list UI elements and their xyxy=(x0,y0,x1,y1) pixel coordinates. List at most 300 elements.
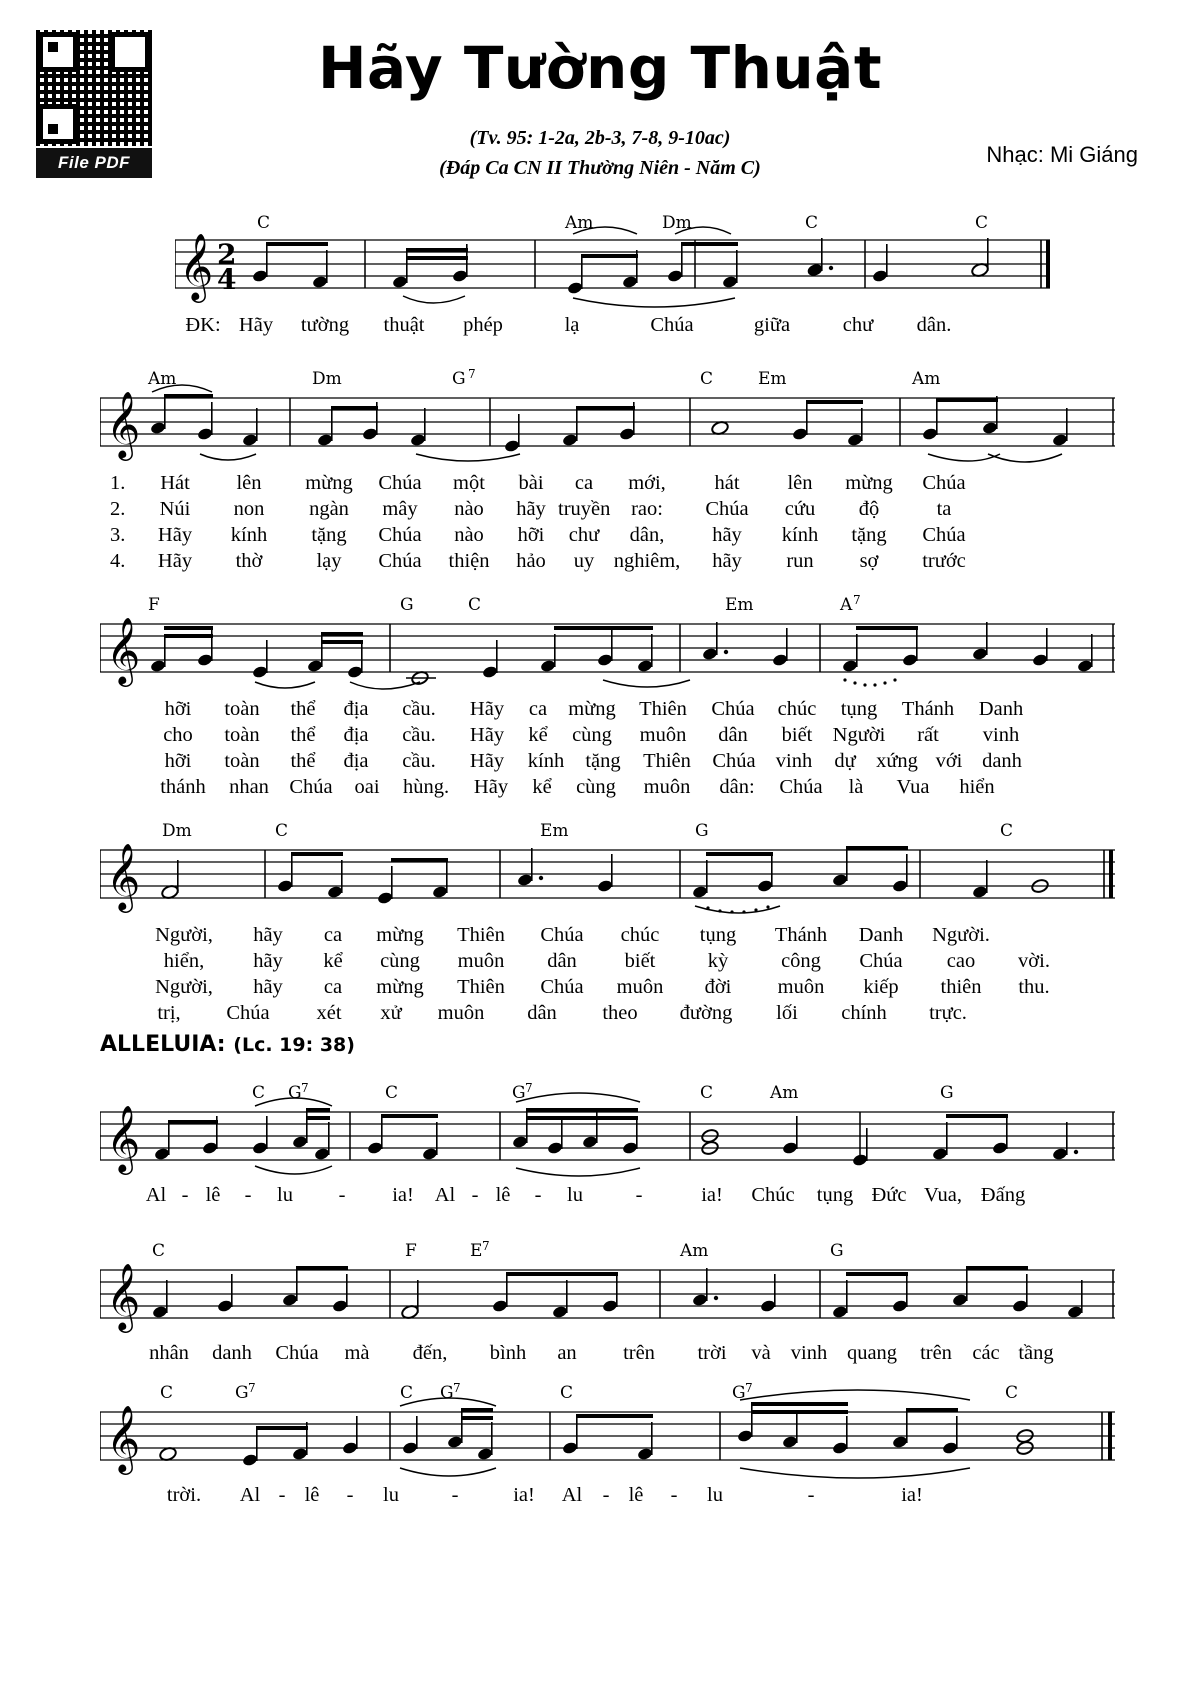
lyric-word: toàn xyxy=(224,698,260,720)
svg-text:𝄞: 𝄞 xyxy=(106,390,141,458)
lyric-word: Hãy xyxy=(238,314,274,336)
lyric-word: Chúa xyxy=(712,750,756,772)
alleluia-reference: (Lc. 19: 38) xyxy=(233,1034,355,1056)
lyric-word: biết xyxy=(781,724,813,746)
alleluia-section-heading xyxy=(100,1032,355,1057)
lyric-word: tầng xyxy=(1018,1342,1054,1364)
svg-text:Am: Am xyxy=(680,1241,709,1261)
svg-text:7: 7 xyxy=(745,1381,753,1395)
lyric-word: ta xyxy=(936,498,952,520)
lyric-hyphen: - xyxy=(278,1484,286,1506)
lyric-word: lu xyxy=(277,1184,293,1206)
lyric-word: muôn xyxy=(437,1002,485,1024)
staff-system-alleluia-2 xyxy=(100,1238,1120,1364)
lyric-word: thể xyxy=(290,724,316,746)
lyric-word: Chúa xyxy=(540,976,584,998)
lyric-word: hãy xyxy=(712,550,742,572)
svg-text:Am: Am xyxy=(565,213,594,233)
lyric-word: phép xyxy=(463,314,503,336)
lyric-word: Chúa xyxy=(378,524,422,546)
lyric-word: thuật xyxy=(383,314,425,336)
lyric-word: quang xyxy=(846,1342,898,1364)
lyric-word: kể xyxy=(528,724,548,746)
lyric-word: đời xyxy=(704,976,732,998)
svg-text:C: C xyxy=(400,1383,414,1403)
lyric-hyphen: - xyxy=(338,1184,346,1206)
lyric-word: hãy xyxy=(253,976,283,998)
lyric-word: hãy xyxy=(712,524,742,546)
lyric-word: hảo xyxy=(516,550,546,572)
lyric-word: mây xyxy=(382,498,418,520)
lyrics-verse-2 xyxy=(148,698,1036,802)
lyric-word: ia! xyxy=(392,1184,414,1206)
lyric-word: cùng xyxy=(572,724,612,746)
staff-alleluia-1 xyxy=(100,1080,1120,1185)
lyric-word: Chúa xyxy=(859,950,903,972)
svg-text:C: C xyxy=(275,821,289,841)
lyric-word: lạy xyxy=(316,550,342,572)
lyric-hyphen: - xyxy=(635,1184,643,1206)
lyric-word: và xyxy=(751,1342,771,1364)
svg-text:𝄞: 𝄞 xyxy=(106,1262,141,1330)
svg-text:Am: Am xyxy=(912,369,941,389)
lyric-word: thiên xyxy=(940,976,982,998)
svg-text:G: G xyxy=(732,1383,746,1403)
lyric-word: chư xyxy=(568,524,600,546)
lyric-word: Chúa xyxy=(378,472,422,494)
lyric-word: muôn xyxy=(777,976,825,998)
lyric-word: hỡi xyxy=(164,750,192,772)
lyric-word: mừng xyxy=(568,698,616,720)
lyric-word: chư xyxy=(842,314,874,336)
lyric-word: Hát xyxy=(160,472,190,494)
lyric-word: dân xyxy=(718,724,748,746)
lyric-word: bình xyxy=(489,1342,527,1364)
lyric-word: Người xyxy=(832,724,886,746)
verse-number: 3. xyxy=(110,524,126,546)
lyric-word: nào xyxy=(454,498,484,520)
pdf-badge-label[interactable]: File PDF xyxy=(36,148,152,178)
lyric-word: lu xyxy=(707,1484,723,1506)
lyric-word: vinh xyxy=(775,750,813,772)
lyric-word: kể xyxy=(323,950,343,972)
lyric-word: hỡi xyxy=(517,524,545,546)
lyric-word: các xyxy=(972,1342,1000,1364)
lyric-word: hiển, xyxy=(163,950,205,972)
lyric-word: hát xyxy=(714,472,740,494)
lyric-word: Thiên xyxy=(643,750,691,772)
lyric-word: mới, xyxy=(628,472,666,494)
lyric-word: cầu. xyxy=(402,724,436,746)
lyric-word: danh xyxy=(212,1342,252,1364)
lyric-word: Hãy xyxy=(469,724,505,746)
lyric-word: xứng xyxy=(876,750,918,772)
svg-text:C: C xyxy=(805,213,819,233)
lyric-word: hãy xyxy=(253,924,283,946)
lyric-word: hùng. xyxy=(402,776,450,798)
lyric-word: kính xyxy=(527,750,565,772)
lyric-word: muôn xyxy=(457,950,505,972)
svg-text:C: C xyxy=(385,1083,399,1103)
lyric-word: dự xyxy=(834,750,856,772)
svg-text:F: F xyxy=(148,595,160,615)
lyric-word: nhân xyxy=(149,1342,189,1364)
lyric-word: dân, xyxy=(629,524,665,546)
lyric-word: Người, xyxy=(155,924,213,946)
lyric-word: ca xyxy=(574,472,594,494)
lyric-word: trị, xyxy=(157,1002,181,1024)
lyric-word: với xyxy=(935,750,963,772)
lyric-word: tụng xyxy=(699,924,737,946)
lyric-word: sợ xyxy=(859,550,879,572)
lyric-word: trên xyxy=(920,1342,952,1364)
lyric-word: an xyxy=(557,1342,577,1364)
lyric-word: Hãy xyxy=(157,524,193,546)
svg-text:F: F xyxy=(405,1241,417,1261)
lyrics-alleluia-2 xyxy=(138,1342,1064,1368)
lyric-word: Danh xyxy=(858,924,904,946)
lyric-word: ĐK: xyxy=(185,314,221,336)
lyric-word: Chúa xyxy=(289,776,333,798)
lyric-word: Thánh xyxy=(901,698,955,720)
svg-text:A: A xyxy=(840,595,853,615)
svg-text:7: 7 xyxy=(248,1381,256,1395)
lyric-word: mừng xyxy=(376,924,424,946)
lyric-word: Người, xyxy=(155,976,213,998)
lyric-word: truyền xyxy=(558,498,611,520)
lyric-word: Thiên xyxy=(457,924,505,946)
lyrics-alleluia-3 xyxy=(138,1484,938,1510)
lyric-word: toàn xyxy=(224,724,260,746)
lyric-word: lê xyxy=(628,1484,644,1506)
lyric-word: độ xyxy=(858,498,880,520)
lyric-word: trước xyxy=(922,550,966,572)
lyric-word: Chúa xyxy=(705,498,749,520)
lyric-word: mừng xyxy=(305,472,353,494)
lyric-word: ngàn xyxy=(309,498,349,520)
svg-text:C: C xyxy=(468,595,482,615)
lyric-word: Người. xyxy=(932,924,990,946)
lyric-word: cùng xyxy=(380,950,420,972)
lyric-word: Hãy xyxy=(157,550,193,572)
lyric-word: bài xyxy=(518,472,544,494)
lyric-word: lê xyxy=(205,1184,221,1206)
lyric-word: ia! xyxy=(513,1484,535,1506)
lyric-word: muôn xyxy=(639,724,687,746)
lyric-word: Chúa xyxy=(650,314,694,336)
staff-alleluia-3 xyxy=(100,1380,1120,1485)
lyric-word: vinh xyxy=(982,724,1020,746)
lyrics-verse-3 xyxy=(138,924,1064,1028)
lyric-word: hãy xyxy=(253,950,283,972)
lyric-word: thờ xyxy=(235,550,263,572)
lyric-hyphen: - xyxy=(670,1484,678,1506)
lyric-word: xử xyxy=(380,1002,402,1024)
lyric-word: Chúc xyxy=(751,1184,795,1206)
svg-text:7: 7 xyxy=(453,1381,461,1395)
svg-text:C: C xyxy=(560,1383,574,1403)
staff-system-refrain xyxy=(175,210,1055,336)
lyric-word: nghiêm, xyxy=(613,550,681,572)
lyric-word: Danh xyxy=(978,698,1024,720)
svg-text:C: C xyxy=(975,213,989,233)
liturgy-reference: (Đáp Ca CN II Thường Niên - Năm C) xyxy=(439,157,761,179)
lyric-word: kính xyxy=(781,524,819,546)
staff-system-alleluia-3 xyxy=(100,1380,1120,1506)
page-title: Hãy Tường Thuật xyxy=(317,34,883,102)
svg-text:𝄞: 𝄞 xyxy=(179,232,214,300)
svg-text:𝄞: 𝄞 xyxy=(106,1404,141,1472)
lyric-word: chúc xyxy=(620,924,660,946)
svg-text:𝄞: 𝄞 xyxy=(106,842,141,910)
lyric-word: lu xyxy=(383,1484,399,1506)
svg-text:C: C xyxy=(152,1241,166,1261)
lyric-word: mừng xyxy=(376,976,424,998)
lyric-word: tặng xyxy=(585,750,621,772)
svg-text:2: 2 xyxy=(217,238,237,271)
lyric-word: Hãy xyxy=(469,698,505,720)
svg-text:C: C xyxy=(1005,1383,1019,1403)
lyric-word: trời xyxy=(697,1342,727,1364)
svg-text:C: C xyxy=(257,213,271,233)
lyric-word: vời. xyxy=(1018,950,1050,972)
lyric-word: đường xyxy=(679,1002,733,1024)
lyric-word: ca xyxy=(323,976,343,998)
svg-text:C: C xyxy=(700,1083,714,1103)
lyric-word: lên xyxy=(787,472,813,494)
lyric-word: ca xyxy=(528,698,548,720)
lyric-word: ia! xyxy=(901,1484,923,1506)
lyric-word: Chúa xyxy=(540,924,584,946)
svg-text:7: 7 xyxy=(853,593,861,607)
lyric-word: lối xyxy=(776,1002,798,1024)
svg-text:7: 7 xyxy=(482,1239,490,1253)
lyric-word: Vua xyxy=(896,776,930,798)
svg-text:C: C xyxy=(252,1083,266,1103)
svg-text:C: C xyxy=(160,1383,174,1403)
lyric-word: tặng xyxy=(851,524,887,546)
svg-text:Am: Am xyxy=(770,1083,799,1103)
lyric-word: Thiên xyxy=(457,976,505,998)
lyric-hyphen: - xyxy=(471,1184,479,1206)
lyric-word: thánh xyxy=(160,776,206,798)
lyric-word: Vua, xyxy=(923,1184,963,1206)
svg-text:𝄞: 𝄞 xyxy=(106,616,141,684)
verse-number: 4. xyxy=(110,550,126,572)
lyric-word: kiếp xyxy=(863,976,899,998)
lyric-word: lê xyxy=(495,1184,511,1206)
lyric-word: Al xyxy=(239,1484,261,1506)
lyric-word: địa xyxy=(343,750,369,772)
lyric-word: mà xyxy=(344,1342,370,1364)
composer-credit: Nhạc: Mi Giáng xyxy=(986,142,1138,167)
svg-text:7: 7 xyxy=(301,1081,309,1095)
verse-number: 1. xyxy=(110,472,126,494)
lyric-hyphen: - xyxy=(602,1484,610,1506)
lyric-word: thể xyxy=(290,698,316,720)
lyric-word: là xyxy=(848,776,864,798)
lyric-word: một xyxy=(453,472,485,494)
lyric-word: lê xyxy=(304,1484,320,1506)
svg-text:G: G xyxy=(830,1241,844,1261)
lyric-word: Chúa xyxy=(922,472,966,494)
svg-text:G: G xyxy=(440,1383,454,1403)
lyric-word: muôn xyxy=(643,776,691,798)
lyric-word: kính xyxy=(230,524,268,546)
svg-text:Dm: Dm xyxy=(162,821,192,841)
staff-verse-3 xyxy=(100,818,1120,928)
svg-text:Em: Em xyxy=(758,369,787,389)
lyric-word: dân xyxy=(527,1002,557,1024)
lyric-word: hỡi xyxy=(164,698,192,720)
staff-alleluia-2 xyxy=(100,1238,1120,1343)
svg-text:Em: Em xyxy=(540,821,569,841)
lyric-word: cứu xyxy=(784,498,816,520)
lyric-word: dân xyxy=(547,950,577,972)
lyric-word: Chúa xyxy=(226,1002,270,1024)
lyric-word: chúc xyxy=(777,698,817,720)
lyric-word: run xyxy=(786,550,814,572)
lyric-word: nào xyxy=(454,524,484,546)
lyric-word: mừng xyxy=(845,472,893,494)
svg-text:G: G xyxy=(695,821,709,841)
lyric-word: ia! xyxy=(701,1184,723,1206)
alleluia-label: ALLELUIA: xyxy=(100,1032,226,1057)
lyric-word: trên xyxy=(623,1342,655,1364)
svg-text:7: 7 xyxy=(525,1081,533,1095)
staff-system-alleluia-1 xyxy=(100,1080,1120,1206)
lyrics-refrain xyxy=(180,314,974,340)
lyric-word: cao xyxy=(946,950,976,972)
lyric-word: địa xyxy=(343,724,369,746)
lyric-word: kể xyxy=(532,776,552,798)
lyric-word: Chúa xyxy=(275,1342,319,1364)
lyric-word: ca xyxy=(323,924,343,946)
lyric-word: rao: xyxy=(631,498,663,520)
lyric-word: cho xyxy=(163,724,193,746)
lyric-hyphen: - xyxy=(534,1184,542,1206)
lyric-word: Chúa xyxy=(779,776,823,798)
svg-text:7: 7 xyxy=(468,367,476,381)
lyric-word: Chúa xyxy=(922,524,966,546)
lyric-word: tường xyxy=(300,314,350,336)
lyric-word: trời. xyxy=(166,1484,202,1506)
lyric-word: công xyxy=(781,950,821,972)
lyric-word: Hãy xyxy=(469,750,505,772)
staff-system-verse-2 xyxy=(100,592,1120,798)
lyric-word: biết xyxy=(624,950,656,972)
lyric-word: tụng xyxy=(840,698,878,720)
lyric-hyphen: - xyxy=(451,1484,459,1506)
svg-text:Em: Em xyxy=(725,595,754,615)
lyric-word: danh xyxy=(982,750,1022,772)
lyric-word: tụng xyxy=(816,1184,854,1206)
lyric-word: Đức xyxy=(871,1184,907,1206)
lyric-word: Chúa xyxy=(711,698,755,720)
lyric-word: oai xyxy=(354,776,380,798)
lyric-word: lu xyxy=(567,1184,583,1206)
lyric-hyphen: - xyxy=(181,1184,189,1206)
lyric-word: Thánh xyxy=(774,924,828,946)
lyric-word: tặng xyxy=(311,524,347,546)
lyric-word: uy xyxy=(573,550,595,572)
lyrics-alleluia-1 xyxy=(138,1184,1034,1210)
staff-verse-1 xyxy=(100,366,1120,476)
lyric-word: dân. xyxy=(916,314,952,336)
svg-text:Dm: Dm xyxy=(662,213,692,233)
svg-text:E: E xyxy=(470,1241,483,1261)
lyric-word: Al xyxy=(561,1484,583,1506)
lyric-word: thiện xyxy=(448,550,490,572)
lyric-hyphen: - xyxy=(346,1484,354,1506)
verse-number: 2. xyxy=(110,498,126,520)
svg-text:G: G xyxy=(452,369,466,389)
lyric-word: Đấng xyxy=(980,1184,1026,1206)
lyric-word: giữa xyxy=(753,314,791,336)
lyric-word: toàn xyxy=(224,750,260,772)
lyric-word: chính xyxy=(841,1002,887,1024)
lyric-word: Chúa xyxy=(378,550,422,572)
lyric-word: lạ xyxy=(564,314,580,336)
lyric-word: Núi xyxy=(159,498,191,520)
svg-text:G: G xyxy=(235,1383,249,1403)
svg-text:G: G xyxy=(400,595,414,615)
svg-text:4: 4 xyxy=(217,263,237,296)
svg-text:G: G xyxy=(940,1083,954,1103)
lyrics-verse-1 xyxy=(110,472,980,576)
scripture-reference: (Tv. 95: 1-2a, 2b-3, 7-8, 9-10ac) xyxy=(469,127,731,149)
lyric-word: Al xyxy=(145,1184,167,1206)
svg-text:Dm: Dm xyxy=(312,369,342,389)
svg-text:G: G xyxy=(512,1083,526,1103)
lyric-word: non xyxy=(233,498,265,520)
lyric-word: cùng xyxy=(576,776,616,798)
staff-refrain xyxy=(175,210,1055,320)
svg-text:𝄞: 𝄞 xyxy=(106,1104,141,1172)
lyric-word: Hãy xyxy=(473,776,509,798)
lyric-word: kỳ xyxy=(707,950,729,972)
lyric-word: Al xyxy=(434,1184,456,1206)
lyric-word: muôn xyxy=(616,976,664,998)
lyric-hyphen: - xyxy=(244,1184,252,1206)
lyric-hyphen: - xyxy=(807,1484,815,1506)
staff-verse-2 xyxy=(100,592,1120,702)
lyric-word: nhan xyxy=(229,776,269,798)
lyric-word: lên xyxy=(236,472,262,494)
lyric-word: theo xyxy=(602,1002,638,1024)
svg-text:C: C xyxy=(700,369,714,389)
lyric-word: Thiên xyxy=(639,698,687,720)
svg-text:Am: Am xyxy=(148,369,177,389)
lyric-word: thu. xyxy=(1018,976,1050,998)
svg-text:G: G xyxy=(288,1083,302,1103)
lyric-word: dân: xyxy=(719,776,755,798)
lyric-word: cầu. xyxy=(402,698,436,720)
lyric-word: vinh xyxy=(790,1342,828,1364)
lyric-word: xét xyxy=(316,1002,342,1024)
svg-text:C: C xyxy=(1000,821,1014,841)
lyric-word: rất xyxy=(917,724,939,746)
lyric-word: thể xyxy=(290,750,316,772)
lyric-word: địa xyxy=(343,698,369,720)
staff-system-verse-3 xyxy=(100,818,1120,1024)
staff-system-verse-1 xyxy=(100,366,1120,572)
lyric-word: đến, xyxy=(412,1342,448,1364)
lyric-word: cầu. xyxy=(402,750,436,772)
lyric-word: hiển xyxy=(959,776,995,798)
lyric-word: hãy xyxy=(516,498,546,520)
lyric-word: trực. xyxy=(929,1002,967,1024)
